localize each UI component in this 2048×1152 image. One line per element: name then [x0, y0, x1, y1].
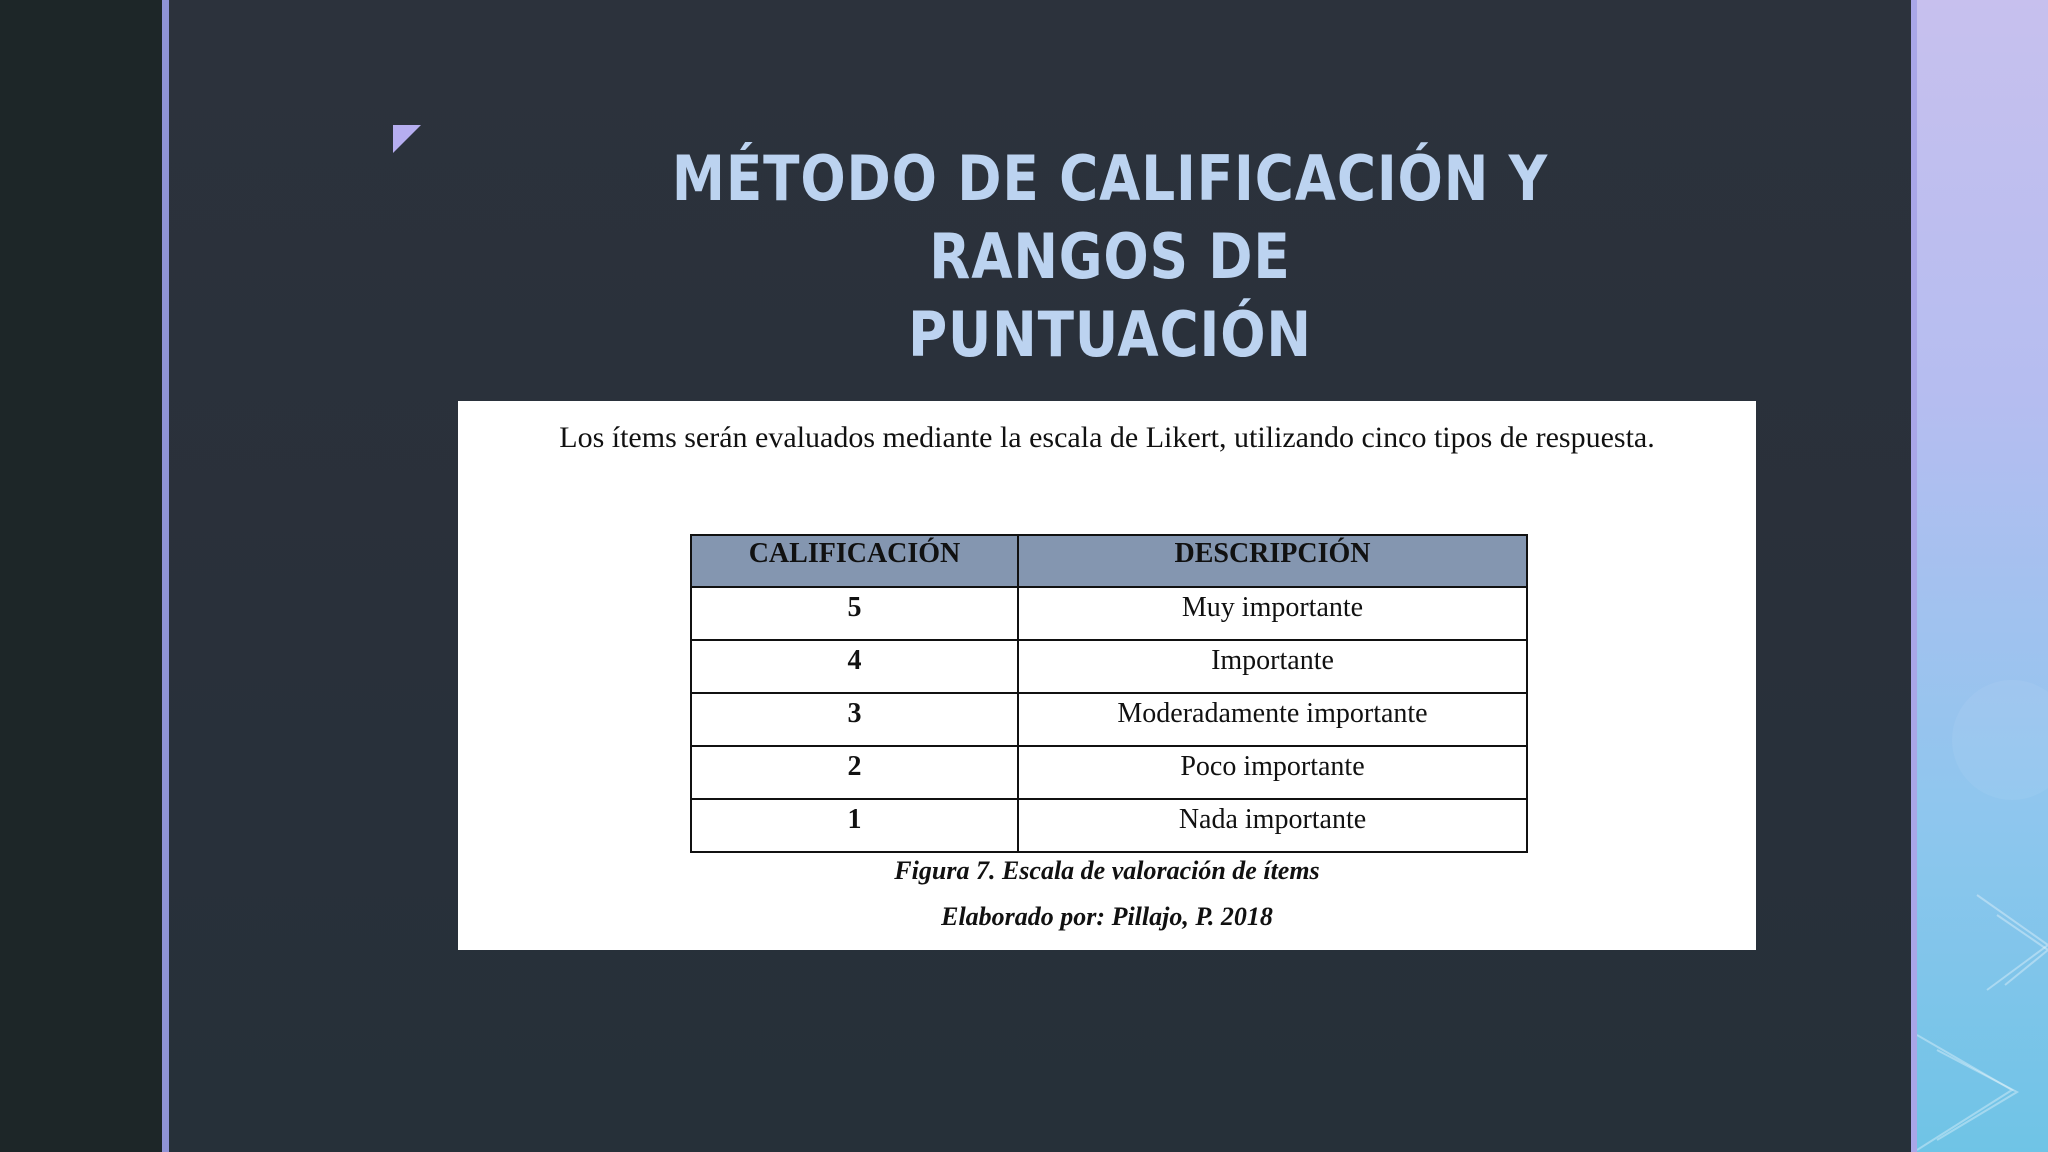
- slide-title-line1: MÉTODO DE CALIFICACIÓN Y RANGOS DE: [671, 142, 1549, 293]
- left-accent-stripe: [162, 0, 169, 1152]
- score-cell: 5: [691, 587, 1018, 640]
- figure-credit: Elaborado por: Pillajo, P. 2018: [941, 902, 1273, 931]
- triangle-marker-icon: [393, 125, 421, 153]
- description-cell: Nada importante: [1018, 799, 1527, 852]
- likert-scale-table: [690, 534, 1528, 853]
- figure-caption: Figura 7. Escala de valoración de ítems: [894, 856, 1320, 885]
- score-cell: 1: [691, 799, 1018, 852]
- table-header-row: [691, 535, 1527, 587]
- score-cell: 3: [691, 693, 1018, 746]
- description-cell: Muy importante: [1018, 587, 1527, 640]
- slide-title: [560, 140, 1661, 374]
- table-row: [691, 693, 1527, 746]
- table-row: [691, 746, 1527, 799]
- description-cell: Poco importante: [1018, 746, 1527, 799]
- left-sidebar-band: [0, 0, 162, 1152]
- column-header-description: DESCRIPCIÓN: [1018, 535, 1527, 587]
- description-cell: Importante: [1018, 640, 1527, 693]
- column-header-score: CALIFICACIÓN: [691, 535, 1018, 587]
- table-row: [691, 799, 1527, 852]
- figure-intro-text: Los ítems serán evaluados mediante la escala de Likert, utilizando cinco tipos de respuesta.: [559, 421, 1655, 454]
- score-cell: 4: [691, 640, 1018, 693]
- right-decorative-panel: [1917, 0, 2048, 1152]
- description-cell: Moderadamente importante: [1018, 693, 1527, 746]
- table-row: [691, 587, 1527, 640]
- score-cell: 2: [691, 746, 1018, 799]
- figure-image: [458, 401, 1756, 950]
- slide-title-line2: PUNTUACIÓN: [908, 298, 1312, 371]
- chevron-pattern-icon: [1917, 0, 2048, 1152]
- table-row: [691, 640, 1527, 693]
